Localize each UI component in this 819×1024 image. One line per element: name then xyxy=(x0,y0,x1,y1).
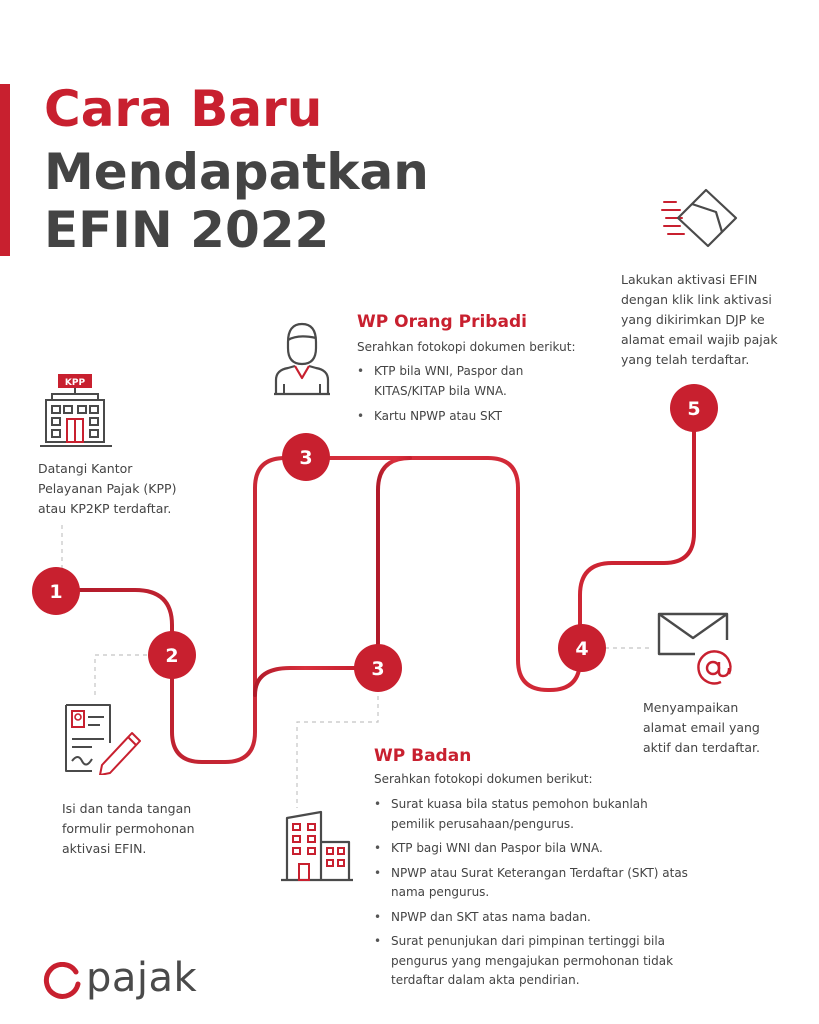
step-5-number: 5 xyxy=(687,398,701,420)
title-line-1: Cara Baru xyxy=(44,80,323,138)
step-4-number: 4 xyxy=(575,638,589,660)
step-3a-intro: Serahkan fotokopi dokumen berikut: xyxy=(357,340,576,354)
step-1-marker xyxy=(31,566,81,616)
leader-2 xyxy=(95,655,147,695)
email-envelope-icon xyxy=(655,610,737,688)
step-3b-list xyxy=(374,795,774,991)
person-icon xyxy=(272,320,332,396)
svg-text:KPP: KPP xyxy=(64,378,86,388)
list-item: • KTP bila WNI, Paspor dan KITAS/KITAP bila WNA. xyxy=(357,362,587,401)
step-2-text: Isi dan tanda tangan formulir permohonan aktivasi EFIN. xyxy=(62,801,195,856)
title-line-2: Mendapatkan xyxy=(44,143,429,201)
step-3a-number: 3 xyxy=(299,447,313,469)
step-5-text: Lakukan aktivasi EFIN dengan klik link aktivasi yang dikirimkan DJP ke alamat email wajib pajak yang telah terdaftar. xyxy=(621,272,778,367)
route-branch-lower xyxy=(255,668,355,695)
pajak-logo-text: pajak xyxy=(86,955,198,1001)
list-item: • Surat kuasa bila status pemohon bukanlah pemilik perusahaan/pengurus. xyxy=(374,795,774,834)
step-4-text: Menyampaikan alamat email yang aktif dan terdaftar. xyxy=(643,700,760,755)
step-3b-intro: Serahkan fotokopi dokumen berikut: xyxy=(374,772,593,786)
route-branch-3b xyxy=(378,458,410,668)
send-mail-icon xyxy=(660,186,740,248)
list-item: • Surat penunjukan dari pimpinan tertinggi bila pengurus yang mengajukan permohonan tidak terdaftar dalam akta pendirian. xyxy=(374,932,774,991)
step-3b-heading: WP Badan xyxy=(374,746,472,766)
step-2-number: 2 xyxy=(165,645,179,667)
step-2-marker xyxy=(147,630,197,680)
step-1-text: Datangi Kantor Pelayanan Pajak (KPP) atau KP2KP terdaftar. xyxy=(38,461,177,516)
step-3b-number: 3 xyxy=(371,658,385,680)
step-3a-list xyxy=(357,362,587,427)
step-4-marker xyxy=(557,623,607,673)
list-item: • Kartu NPWP atau SKT xyxy=(357,407,587,427)
step-3b-marker xyxy=(353,643,403,693)
form-pen-icon xyxy=(62,703,142,775)
title-line-3: EFIN 2022 xyxy=(44,201,330,259)
step-5-marker xyxy=(669,383,719,433)
step-3a-heading: WP Orang Pribadi xyxy=(357,312,527,332)
office-building-icon xyxy=(279,808,355,884)
step-3a-marker xyxy=(281,432,331,482)
list-item: • NPWP atau Surat Keterangan Terdaftar (SKT) atas nama pengurus. xyxy=(374,864,774,903)
list-item: • KTP bagi WNI dan Paspor bila WNA. xyxy=(374,839,774,859)
step-1-number: 1 xyxy=(49,581,63,603)
pajak-logo-icon xyxy=(42,962,82,1002)
leader-3b xyxy=(297,688,378,808)
kpp-building-icon xyxy=(38,372,114,450)
list-item: • NPWP dan SKT atas nama badan. xyxy=(374,908,774,928)
